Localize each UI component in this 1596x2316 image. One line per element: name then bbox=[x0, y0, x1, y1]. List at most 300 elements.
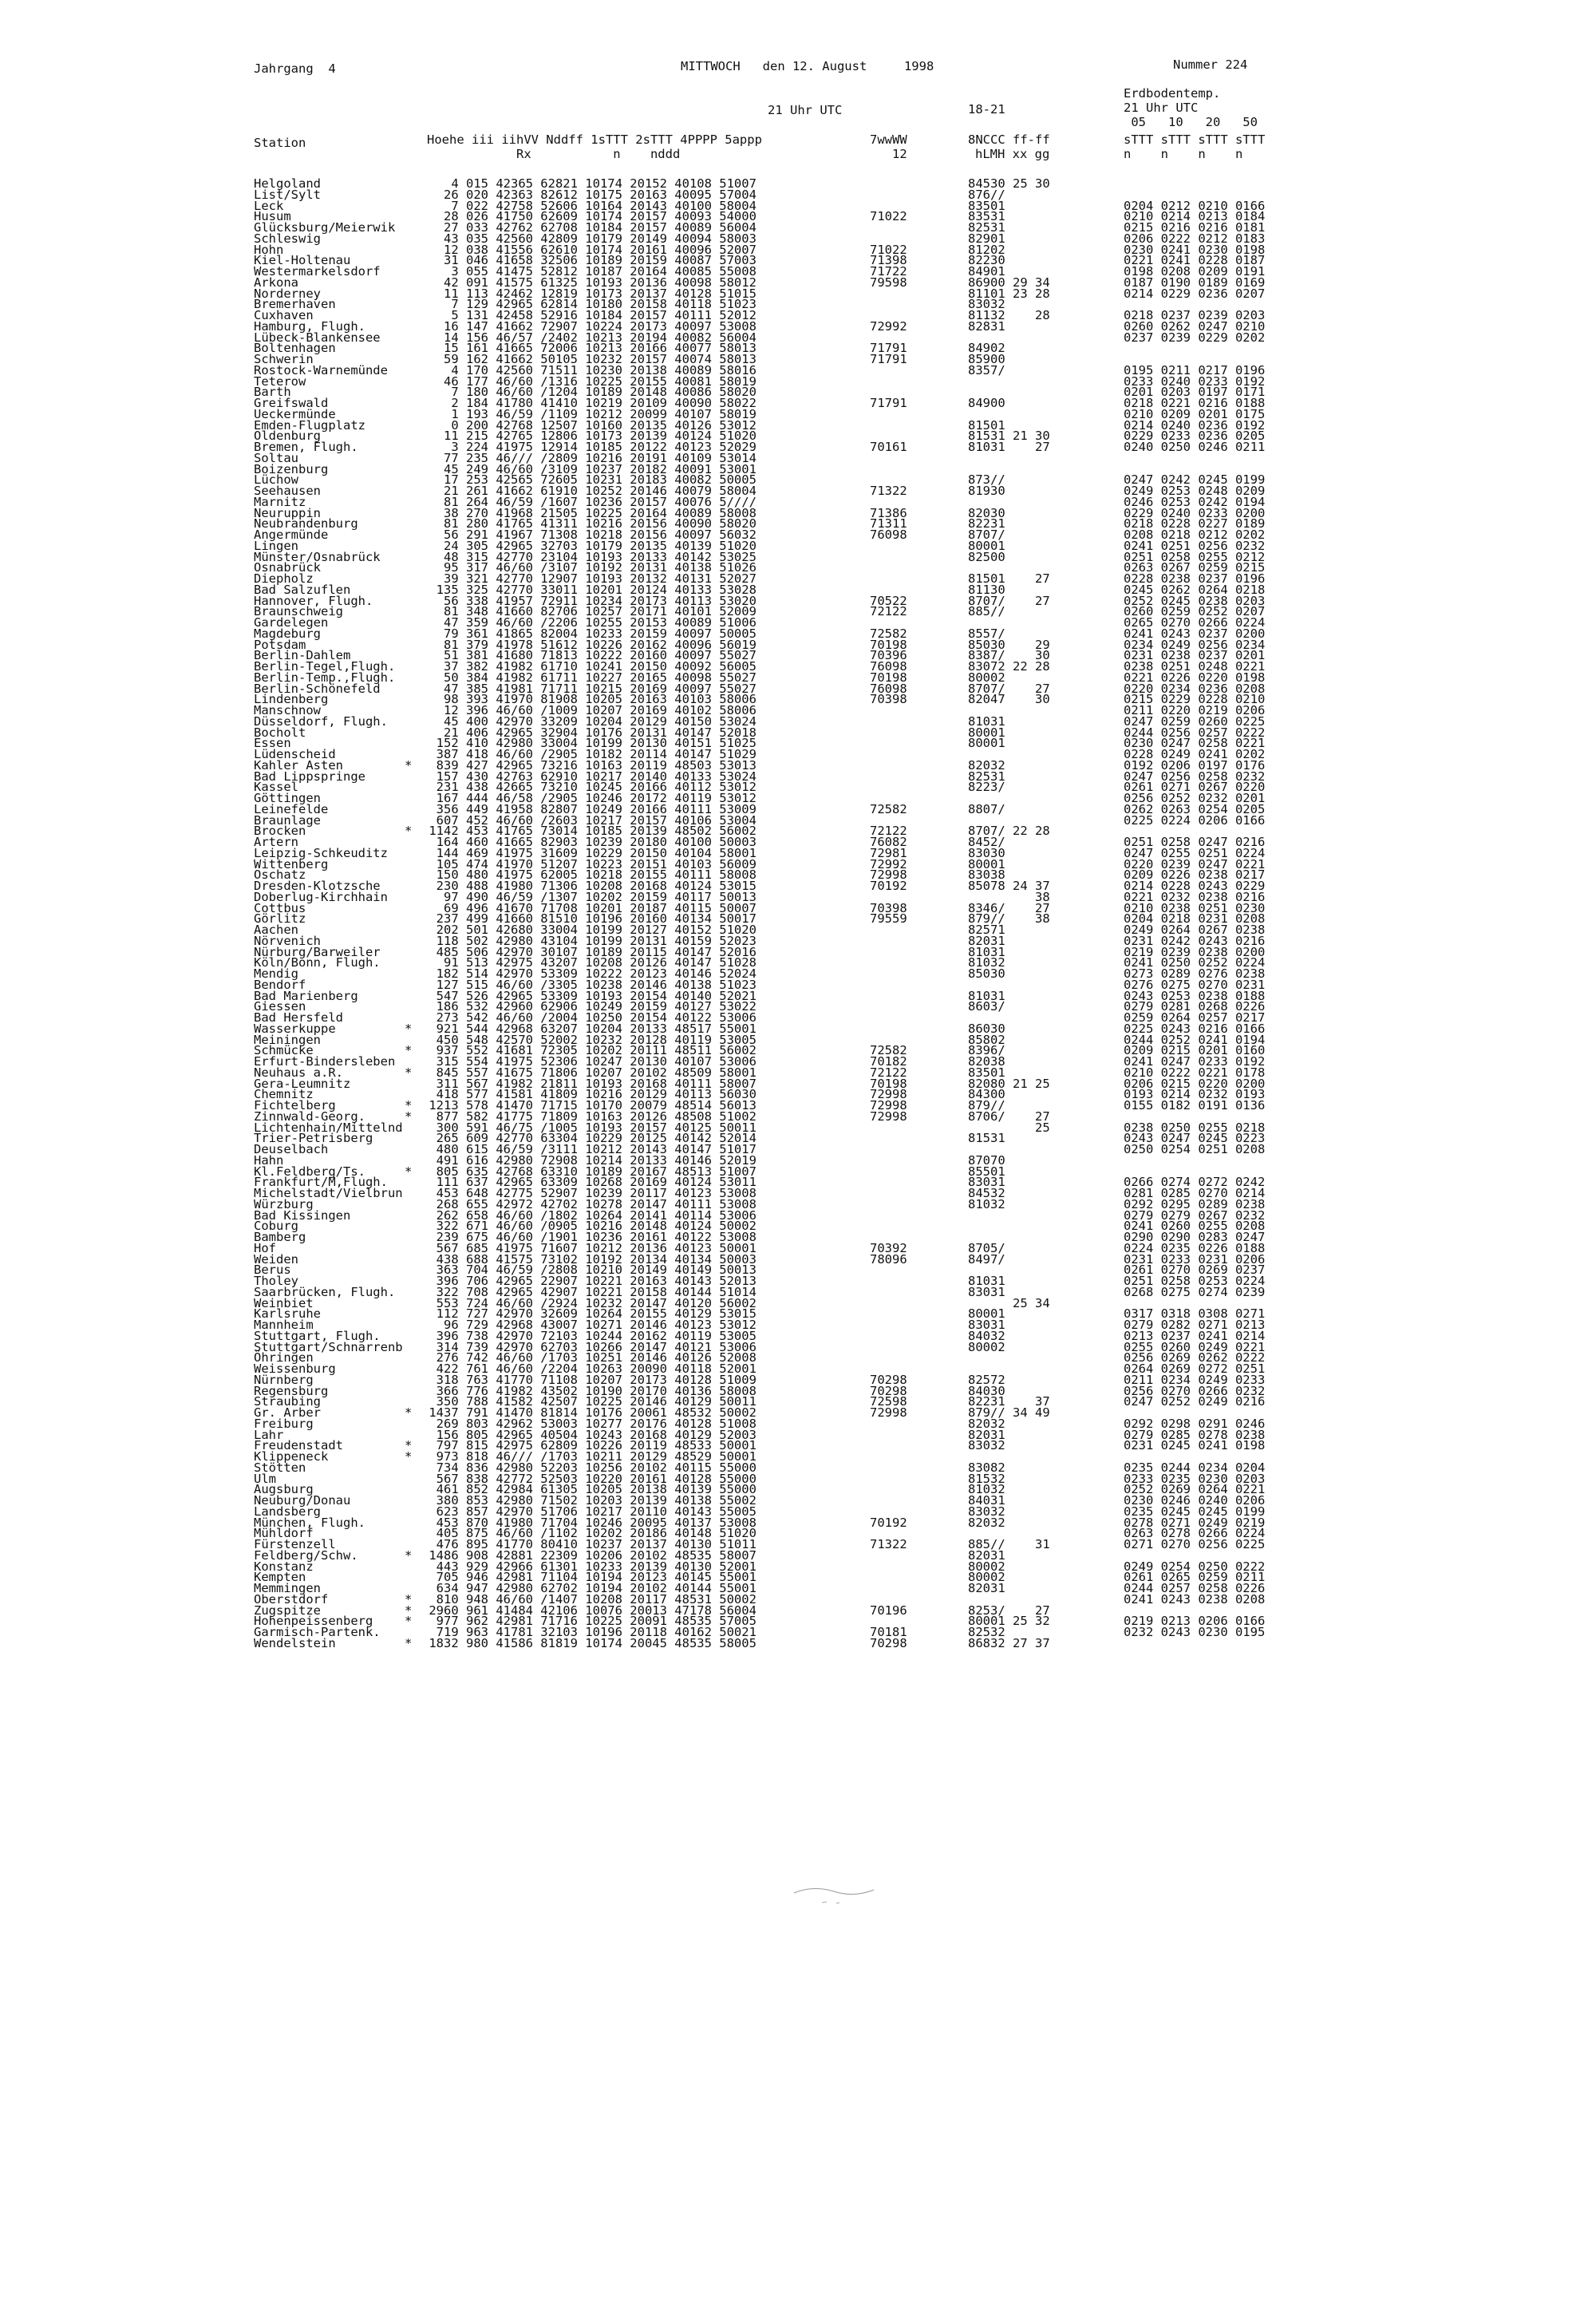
synop-groups: 37 382 41982 61710 10241 20150 40092 56005 bbox=[421, 659, 757, 674]
soil-temperatures: 0214 0240 0236 0192 bbox=[1124, 417, 1266, 433]
synop-groups: 607 452 46/60 /2603 10217 20157 40106 53004 bbox=[421, 812, 757, 828]
station-name: Emden-Flugplatz bbox=[254, 417, 365, 433]
station-name: Hannover, Flugh. bbox=[254, 593, 373, 608]
cloud-gust-group: 82532 bbox=[968, 1625, 1005, 1639]
soil-temperatures: 0241 0260 0255 0208 bbox=[1124, 1219, 1266, 1234]
synop-groups: 59 162 41662 50105 10232 20157 40074 58013 bbox=[421, 352, 757, 366]
cloud-gust-group: 80001 25 32 bbox=[968, 1614, 1050, 1629]
cloud-gust-group: 80001 bbox=[968, 1306, 1005, 1322]
synop-groups: 3 224 41975 12914 10185 20122 40123 52029 bbox=[421, 440, 757, 454]
synop-groups: 937 552 41681 72305 10202 20111 48511 56002 bbox=[421, 1043, 757, 1058]
soil-temperatures: 0221 0232 0238 0216 bbox=[1124, 889, 1266, 904]
table-row bbox=[0, 1460, 1596, 1475]
table-row bbox=[0, 1133, 1596, 1144]
mountain-station-marker: * bbox=[405, 1065, 413, 1080]
station-name: Cuxhaven bbox=[254, 308, 314, 322]
cloud-gust-group: 83501 bbox=[968, 1065, 1005, 1080]
table-row bbox=[0, 955, 1596, 970]
weather-group: 71791 bbox=[870, 396, 907, 410]
cloud-gust-group: 84031 bbox=[968, 1493, 1005, 1508]
cloud-gust-group: 80001 bbox=[968, 856, 1005, 871]
synop-groups: 1486 908 42881 22309 10206 20102 48535 58007 bbox=[421, 1547, 757, 1563]
synop-groups: 1437 791 41470 81814 10176 20061 48532 50002 bbox=[421, 1405, 757, 1420]
table-row bbox=[0, 705, 1596, 717]
table-row bbox=[0, 231, 1596, 246]
station-name: Hohenpeissenberg bbox=[254, 1614, 373, 1629]
table-row bbox=[0, 1350, 1596, 1365]
soil-temperatures: 0238 0250 0255 0218 bbox=[1124, 1120, 1266, 1135]
station-name: Leck bbox=[254, 198, 284, 213]
cloud-gust-group: 82231 bbox=[968, 516, 1005, 532]
table-row bbox=[0, 1177, 1596, 1188]
cloud-gust-group: 84300 bbox=[968, 1087, 1005, 1102]
soil-temperatures: 0249 0264 0267 0238 bbox=[1124, 923, 1266, 937]
weather-group: 72598 bbox=[870, 1394, 907, 1409]
soil-temperatures: 0279 0285 0278 0238 bbox=[1124, 1427, 1266, 1442]
synop-groups: 461 852 42984 61305 10205 20138 40139 55000 bbox=[421, 1482, 757, 1497]
synop-groups: 623 857 42970 51706 10217 20110 40143 55005 bbox=[421, 1504, 757, 1519]
soil-temperatures: 0273 0289 0276 0238 bbox=[1124, 966, 1266, 981]
cloud-gust-group: 83082 bbox=[968, 1460, 1005, 1475]
station-name: Fichtelberg bbox=[254, 1098, 336, 1113]
cloud-gust-group: 885// bbox=[968, 604, 1005, 619]
station-name: Weiden bbox=[254, 1251, 298, 1267]
weather-group: 70196 bbox=[870, 1603, 907, 1618]
cloud-gust-group: 82231 37 bbox=[968, 1394, 1050, 1409]
station-name: Braunlage bbox=[254, 812, 321, 828]
soil-temperatures: 0231 0245 0241 0198 bbox=[1124, 1438, 1266, 1453]
soil-temperatures: 0260 0262 0247 0210 bbox=[1124, 318, 1266, 334]
soil-temperatures: 0201 0203 0197 0171 bbox=[1124, 385, 1266, 400]
synop-groups: 7 129 42965 62814 10180 20158 40118 51023 bbox=[421, 297, 757, 312]
synop-groups: 186 532 42960 62906 10249 20159 40127 53022 bbox=[421, 999, 757, 1014]
soil-temperatures: 0218 0221 0216 0188 bbox=[1124, 396, 1266, 410]
soil-temperatures: 0206 0215 0220 0200 bbox=[1124, 1076, 1266, 1091]
station-name: Boizenburg bbox=[254, 461, 329, 476]
cloud-gust-group: 82531 bbox=[968, 769, 1005, 784]
cloud-gust-group: 81031 27 bbox=[968, 440, 1050, 454]
station-name: Berlin-Schönefeld bbox=[254, 681, 381, 696]
soil-temperatures: 0209 0215 0201 0160 bbox=[1124, 1043, 1266, 1058]
station-name: Wittenberg bbox=[254, 856, 329, 871]
soil-temperatures: 0238 0251 0248 0221 bbox=[1124, 659, 1266, 674]
table-row bbox=[0, 373, 1596, 389]
station-name: Fürstenzell bbox=[254, 1537, 336, 1551]
synop-groups: 15 161 41665 72006 10213 20166 40077 58013 bbox=[421, 341, 757, 356]
mountain-station-marker: * bbox=[405, 1635, 413, 1650]
soil-temperatures: 0279 0281 0268 0226 bbox=[1124, 999, 1266, 1014]
soil-temperatures: 0279 0282 0271 0213 bbox=[1124, 1318, 1266, 1332]
weather-group: 70396 bbox=[870, 648, 907, 663]
synop-groups: 973 818 46/// /1703 10211 20129 48529 50001 bbox=[421, 1449, 757, 1464]
synop-groups: 4 015 42365 62821 10174 20152 40108 51007 bbox=[421, 176, 757, 191]
soil-temperatures: 0206 0222 0212 0183 bbox=[1124, 231, 1266, 246]
soil-temperatures: 0211 0234 0249 0233 bbox=[1124, 1372, 1266, 1387]
cloud-gust-group: 81032 bbox=[968, 1482, 1005, 1497]
station-name: Helgoland bbox=[254, 176, 321, 191]
cloud-gust-group: 87070 bbox=[968, 1152, 1005, 1168]
volume-label: Jahrgang 4 bbox=[254, 61, 336, 76]
station-name: Bremen, Flugh. bbox=[254, 440, 358, 454]
cloud-gust-group: 81501 27 bbox=[968, 571, 1050, 586]
weather-code-header: 7wwWW bbox=[870, 132, 907, 147]
weather-group: 72122 bbox=[870, 1065, 907, 1080]
station-name: Barth bbox=[254, 385, 291, 400]
cloud-gust-group: 8707/ 22 28 bbox=[968, 824, 1050, 839]
table-row bbox=[0, 1320, 1596, 1331]
weather-group: 72992 bbox=[870, 856, 907, 871]
synop-groups: 81 379 41978 51612 10226 20162 40096 56019 bbox=[421, 637, 757, 652]
main-code-header: Hoehe iii iihVV Nddff 1sTTT 2sTTT 4PPPP 5appp bbox=[427, 132, 762, 147]
table-row bbox=[0, 966, 1596, 981]
synop-groups: 164 460 41665 82903 10239 20180 40100 50003 bbox=[421, 835, 757, 849]
station-name: Zinnwald-Georg. bbox=[254, 1109, 365, 1124]
soil-temperatures: 0241 0250 0252 0224 bbox=[1124, 955, 1266, 970]
weather-group: 70522 bbox=[870, 593, 907, 608]
table-row bbox=[0, 1188, 1596, 1199]
station-name: Stuttgart, Flugh. bbox=[254, 1328, 381, 1343]
cloud-gust-group: 86030 bbox=[968, 1021, 1005, 1036]
station-name: Artern bbox=[254, 835, 298, 849]
station-name: Zugspitze bbox=[254, 1603, 321, 1618]
weather-group: 72582 bbox=[870, 1043, 907, 1058]
soil-temperatures: 0243 0247 0245 0223 bbox=[1124, 1131, 1266, 1146]
station-name: Rostock-Warnemünde bbox=[254, 362, 388, 377]
station-name: Hamburg, Flugh. bbox=[254, 318, 365, 334]
table-row bbox=[0, 1076, 1596, 1091]
station-name: Westermarkelsdorf bbox=[254, 264, 381, 279]
soil-temperatures: 0256 0252 0232 0201 bbox=[1124, 791, 1266, 805]
table-row bbox=[0, 1339, 1596, 1354]
weather-group: 70198 bbox=[870, 637, 907, 652]
table-row bbox=[0, 738, 1596, 749]
synop-groups: 51 381 41680 71813 10222 20160 40097 55027 bbox=[421, 648, 757, 663]
table-row bbox=[0, 881, 1596, 892]
table-row bbox=[0, 650, 1596, 662]
cloud-gust-group: 80002 bbox=[968, 1570, 1005, 1585]
soil-temperatures: 0276 0275 0270 0231 bbox=[1124, 977, 1266, 992]
soil-temperatures: 0251 0258 0247 0216 bbox=[1124, 835, 1266, 849]
synop-groups: 21 261 41662 61910 10252 20146 40079 58004 bbox=[421, 484, 757, 498]
soil-temperatures: 0244 0257 0258 0226 bbox=[1124, 1581, 1266, 1595]
cloud-gust-group: 83032 bbox=[968, 1504, 1005, 1519]
cloud-gust-group: 80001 bbox=[968, 736, 1005, 751]
synop-groups: 450 548 42570 52002 10232 20128 40119 53005 bbox=[421, 1032, 757, 1047]
cloud-gust-group: 85078 24 37 bbox=[968, 879, 1050, 893]
station-name: Magdeburg bbox=[254, 626, 321, 641]
weather-group: 70181 bbox=[870, 1625, 907, 1639]
synop-groups: 438 688 41575 73102 10192 20134 40134 50003 bbox=[421, 1251, 757, 1267]
station-name: Feldberg/Schw. bbox=[254, 1547, 358, 1563]
synop-groups: 839 427 42965 73216 10163 20119 48503 53013 bbox=[421, 757, 757, 773]
weather-group: 70198 bbox=[870, 1076, 907, 1091]
weather-group: 72582 bbox=[870, 801, 907, 816]
table-row bbox=[0, 1438, 1596, 1453]
soil-temperatures: 0204 0212 0210 0166 bbox=[1124, 198, 1266, 213]
table-row bbox=[0, 856, 1596, 871]
cloud-gust-group: 85030 29 bbox=[968, 637, 1050, 652]
soil-temperatures: 0192 0206 0197 0176 bbox=[1124, 757, 1266, 773]
station-name: Berlin-Temp.,Flugh. bbox=[254, 670, 396, 685]
soil-temperatures: 0231 0233 0231 0206 bbox=[1124, 1251, 1266, 1267]
station-name: Würzburg bbox=[254, 1196, 314, 1211]
soil-temperatures: 0247 0255 0251 0224 bbox=[1124, 845, 1266, 860]
station-name: Ueckermünde bbox=[254, 406, 336, 421]
cloud-gust-group: 81031 bbox=[968, 713, 1005, 729]
soil-temperatures: 0245 0262 0264 0218 bbox=[1124, 582, 1266, 597]
weather-group: 72122 bbox=[870, 604, 907, 619]
cloud-gust-group: 84900 bbox=[968, 396, 1005, 410]
synop-groups: 480 615 46/59 /3111 10212 20143 40147 51017 bbox=[421, 1142, 757, 1156]
cloud-gust-group: 81032 bbox=[968, 1196, 1005, 1211]
station-name: Aachen bbox=[254, 923, 298, 937]
station-name: Wendelstein bbox=[254, 1635, 336, 1650]
weather-group: 72998 bbox=[870, 868, 907, 883]
table-row bbox=[0, 1504, 1596, 1519]
synop-groups: 50 384 41982 61711 10227 20165 40098 55027 bbox=[421, 670, 757, 685]
cloud-gust-group: 8346/ 27 bbox=[968, 900, 1050, 915]
table-row bbox=[0, 387, 1596, 398]
weather-group: 70198 bbox=[870, 670, 907, 685]
main-code-subheader: Rx n nddd bbox=[427, 147, 681, 161]
soil-temperatures: 0263 0267 0259 0215 bbox=[1124, 560, 1266, 575]
station-name: Lüdenscheid bbox=[254, 747, 336, 761]
synop-groups: 77 235 46/// /2809 10216 20191 40109 53014 bbox=[421, 450, 757, 465]
station-name: Neuburg/Donau bbox=[254, 1493, 351, 1508]
station-name: Schleswig bbox=[254, 231, 321, 246]
synop-groups: 26 020 42363 82612 10175 20163 40095 57004 bbox=[421, 187, 757, 202]
table-row bbox=[0, 1449, 1596, 1464]
soil-temperatures: 0264 0269 0272 0251 bbox=[1124, 1362, 1266, 1376]
synop-groups: 734 836 42980 52203 10256 20102 40115 55000 bbox=[421, 1460, 757, 1475]
table-row bbox=[0, 1539, 1596, 1551]
soil-temperatures: 0279 0279 0267 0232 bbox=[1124, 1207, 1266, 1223]
synop-groups: 810 948 46/60 /1407 10208 20117 48531 50002 bbox=[421, 1591, 757, 1607]
table-row bbox=[0, 933, 1596, 948]
cloud-gust-group: 8357/ bbox=[968, 362, 1005, 377]
synop-groups: 485 506 42970 30107 10189 20115 40147 52016 bbox=[421, 944, 757, 959]
synop-groups: 405 875 46/60 /1102 10202 20186 40148 51020 bbox=[421, 1526, 757, 1541]
station-name: Bad Salzuflen bbox=[254, 582, 351, 597]
cloud-gust-group: 25 34 bbox=[968, 1295, 1050, 1310]
cloud-gust-subheader: hLMH xx gg bbox=[975, 147, 1050, 161]
synop-groups: 2 184 41780 41410 10219 20109 40090 58022 bbox=[421, 396, 757, 410]
synop-groups: 350 788 41582 42507 10225 20146 40129 50011 bbox=[421, 1394, 757, 1409]
table-row bbox=[0, 431, 1596, 442]
table-row bbox=[0, 988, 1596, 1003]
soil-temperatures: 0215 0216 0216 0181 bbox=[1124, 220, 1266, 235]
synop-groups: 977 962 42981 71716 10225 20091 48535 57005 bbox=[421, 1614, 757, 1629]
synop-groups: 182 514 42970 53309 10222 20123 40146 52024 bbox=[421, 966, 757, 981]
synop-groups: 268 655 42972 42702 10278 20147 40111 53008 bbox=[421, 1196, 757, 1211]
synop-groups: 150 480 41975 62005 10218 20155 40111 58008 bbox=[421, 868, 757, 883]
synop-groups: 276 742 46/60 /1703 10251 20146 40126 52008 bbox=[421, 1350, 757, 1365]
cloud-gust-group: 86900 29 34 bbox=[968, 275, 1050, 290]
station-name: Bad Kissingen bbox=[254, 1207, 351, 1223]
station-name: Schmücke bbox=[254, 1043, 314, 1058]
mountain-station-marker: * bbox=[405, 1098, 413, 1113]
table-row bbox=[0, 530, 1596, 541]
weather-group: 70161 bbox=[870, 440, 907, 454]
table-row bbox=[0, 472, 1596, 488]
synop-groups: 144 469 41975 31609 10229 20150 40104 58001 bbox=[421, 845, 757, 860]
cloud-gust-group: 83501 bbox=[968, 198, 1005, 213]
synop-groups: 31 046 41658 32506 10189 20159 40087 57003 bbox=[421, 253, 757, 268]
soil-temperatures: 0241 0251 0256 0232 bbox=[1124, 538, 1266, 553]
station-name: Straubing bbox=[254, 1394, 321, 1409]
soil-temperatures: 0228 0249 0241 0202 bbox=[1124, 747, 1266, 761]
table-row bbox=[0, 406, 1596, 421]
soil-temperatures: 0214 0229 0236 0207 bbox=[1124, 286, 1266, 301]
cloud-gust-group: 8706/ 27 bbox=[968, 1109, 1050, 1124]
soil-temperatures: 0244 0252 0241 0194 bbox=[1124, 1032, 1266, 1047]
station-name: Gr. Arber bbox=[254, 1405, 321, 1420]
synop-groups: 157 430 42763 62910 10217 20140 40133 53024 bbox=[421, 769, 757, 784]
table-row bbox=[0, 1427, 1596, 1442]
table-row bbox=[0, 1306, 1596, 1322]
cloud-gust-header: 8NCCC ff-ff bbox=[968, 132, 1050, 147]
station-name: Bad Lippspringe bbox=[254, 769, 365, 784]
cloud-gust-group: 8705/ bbox=[968, 1240, 1005, 1255]
station-name: Nürnberg bbox=[254, 1372, 314, 1387]
table-row bbox=[0, 1144, 1596, 1156]
soil-temperatures: 0219 0213 0206 0166 bbox=[1124, 1614, 1266, 1629]
synop-groups: 453 648 42775 52907 10239 20117 40123 53008 bbox=[421, 1186, 757, 1200]
synop-groups: 491 616 42980 72908 10214 20133 40146 52019 bbox=[421, 1152, 757, 1168]
station-name: Dresden-Klotzsche bbox=[254, 879, 381, 893]
synop-groups: 56 338 41957 72911 10234 20173 40113 53020 bbox=[421, 593, 757, 608]
weather-group: 71022 bbox=[870, 209, 907, 224]
soil-temperatures: 0290 0290 0283 0247 bbox=[1124, 1230, 1266, 1244]
mountain-station-marker: * bbox=[405, 1405, 413, 1420]
cloud-gust-group: 879// 34 49 bbox=[968, 1405, 1050, 1420]
synop-groups: 476 895 41770 80410 10237 20137 40130 51011 bbox=[421, 1537, 757, 1551]
table-row bbox=[0, 1021, 1596, 1036]
date-label: MITTWOCH den 12. August 1998 bbox=[681, 59, 934, 73]
cloud-gust-group: 81532 bbox=[968, 1471, 1005, 1486]
soil-temperatures: 0261 0271 0267 0220 bbox=[1124, 780, 1266, 795]
cloud-gust-group: 85030 bbox=[968, 966, 1005, 981]
cloud-gust-group: 85802 bbox=[968, 1032, 1005, 1047]
soil-temperatures: 0235 0244 0234 0204 bbox=[1124, 1460, 1266, 1475]
table-row bbox=[0, 1528, 1596, 1539]
mountain-station-marker: * bbox=[405, 1547, 413, 1563]
table-row bbox=[0, 1045, 1596, 1057]
soil-temperatures: 0250 0254 0251 0208 bbox=[1124, 1142, 1266, 1156]
mountain-station-marker: * bbox=[405, 1043, 413, 1058]
soil-temperatures: 0204 0218 0231 0208 bbox=[1124, 911, 1266, 927]
synop-groups: 805 635 42768 63310 10189 20167 48513 51007 bbox=[421, 1164, 757, 1179]
table-row bbox=[0, 713, 1596, 729]
soil-temperatures: 0224 0235 0226 0188 bbox=[1124, 1240, 1266, 1255]
soil-temp-codes: sTTT sTTT sTTT sTTT bbox=[1124, 132, 1266, 147]
station-name: Braunschweig bbox=[254, 604, 343, 619]
synop-groups: 314 739 42970 62703 10266 20147 40121 53006 bbox=[421, 1339, 757, 1354]
weather-group: 70192 bbox=[870, 1515, 907, 1530]
cloud-gust-group: 84030 bbox=[968, 1383, 1005, 1398]
synop-groups: 79 361 41865 82004 10233 20159 40097 50005 bbox=[421, 626, 757, 641]
soil-temperatures: 0234 0249 0256 0234 bbox=[1124, 637, 1266, 652]
table-row bbox=[0, 681, 1596, 696]
weather-group: 71398 bbox=[870, 253, 907, 268]
soil-temperatures: 0209 0226 0238 0217 bbox=[1124, 868, 1266, 883]
table-row bbox=[0, 1120, 1596, 1135]
table-row bbox=[0, 593, 1596, 608]
table-row bbox=[0, 211, 1596, 223]
soil-temperatures: 0230 0241 0230 0198 bbox=[1124, 242, 1266, 257]
cloud-gust-group: 81531 21 30 bbox=[968, 429, 1050, 444]
cloud-gust-group: 83031 bbox=[968, 1175, 1005, 1190]
mountain-station-marker: * bbox=[405, 1438, 413, 1453]
table-row bbox=[0, 1065, 1596, 1080]
station-name: Oldenburg bbox=[254, 429, 321, 444]
station-name: Manschnow bbox=[254, 703, 321, 717]
synop-groups: 17 253 42565 72605 10231 20183 40082 50005 bbox=[421, 472, 757, 488]
station-name: Erfurt-Bindersleben bbox=[254, 1054, 396, 1069]
synop-groups: 363 704 46/59 /2808 10210 20149 40149 50013 bbox=[421, 1263, 757, 1278]
table-row bbox=[0, 1098, 1596, 1113]
station-name: Weissenburg bbox=[254, 1362, 336, 1376]
station-name: Mühldorf bbox=[254, 1526, 314, 1541]
cloud-gust-group: 82831 bbox=[968, 318, 1005, 334]
station-name: Boltenhagen bbox=[254, 341, 336, 356]
station-name: Wasserkuppe bbox=[254, 1021, 336, 1036]
soil-temperatures: 0256 0269 0262 0222 bbox=[1124, 1350, 1266, 1365]
table-row bbox=[0, 1559, 1596, 1574]
table-row bbox=[0, 494, 1596, 509]
soil-temperatures: 0215 0229 0228 0210 bbox=[1124, 692, 1266, 707]
table-row bbox=[0, 1405, 1596, 1420]
station-name: Potsdam bbox=[254, 637, 306, 652]
table-row bbox=[0, 318, 1596, 334]
table-row bbox=[0, 1295, 1596, 1310]
table-row bbox=[0, 1383, 1596, 1398]
weather-group: 70298 bbox=[870, 1635, 907, 1650]
synop-groups: 98 393 41970 81908 10205 20163 40103 58006 bbox=[421, 692, 757, 707]
table-row bbox=[0, 1328, 1596, 1343]
synop-groups: 396 738 42970 72103 10244 20162 40119 53005 bbox=[421, 1328, 757, 1343]
weather-group: 71791 bbox=[870, 352, 907, 366]
station-name: Neubrandenburg bbox=[254, 516, 358, 532]
cloud-gust-group: 82031 bbox=[968, 1547, 1005, 1563]
synop-groups: 12 396 46/60 /1009 10207 20169 40102 58006 bbox=[421, 703, 757, 717]
station-name: Arkona bbox=[254, 275, 298, 290]
table-row bbox=[0, 1416, 1596, 1431]
cloud-gust-group: 80001 bbox=[968, 725, 1005, 740]
table-row bbox=[0, 837, 1596, 848]
soil-temperatures: 0246 0253 0242 0194 bbox=[1124, 494, 1266, 509]
station-name: Augsburg bbox=[254, 1482, 314, 1497]
table-row bbox=[0, 615, 1596, 630]
table-row bbox=[0, 1493, 1596, 1508]
soil-temperatures: 0193 0214 0232 0193 bbox=[1124, 1087, 1266, 1102]
synop-groups: 11 215 42765 12806 10173 20139 40124 51020 bbox=[421, 429, 757, 444]
synop-groups: 135 325 42770 33011 10201 20124 40133 53028 bbox=[421, 582, 757, 597]
gust-interval: 18-21 bbox=[968, 102, 1005, 117]
synop-groups: 48 315 42770 23104 10193 20133 40142 53025 bbox=[421, 549, 757, 564]
cloud-gust-group: 83031 bbox=[968, 1318, 1005, 1332]
cloud-gust-group: 82032 bbox=[968, 757, 1005, 773]
station-name: Leinefelde bbox=[254, 801, 329, 816]
station-name: Lüchow bbox=[254, 472, 298, 488]
synop-groups: 81 348 41660 82706 10257 20171 40101 52009 bbox=[421, 604, 757, 619]
soil-temperatures: 0268 0275 0274 0239 bbox=[1124, 1284, 1266, 1299]
synop-groups: 45 400 42970 33209 10204 20129 40150 53024 bbox=[421, 713, 757, 729]
cloud-gust-group: 80002 bbox=[968, 670, 1005, 685]
table-row bbox=[0, 461, 1596, 476]
soil-temperatures: 0263 0278 0266 0224 bbox=[1124, 1526, 1266, 1541]
weather-code-subheader: 12 bbox=[870, 147, 907, 161]
